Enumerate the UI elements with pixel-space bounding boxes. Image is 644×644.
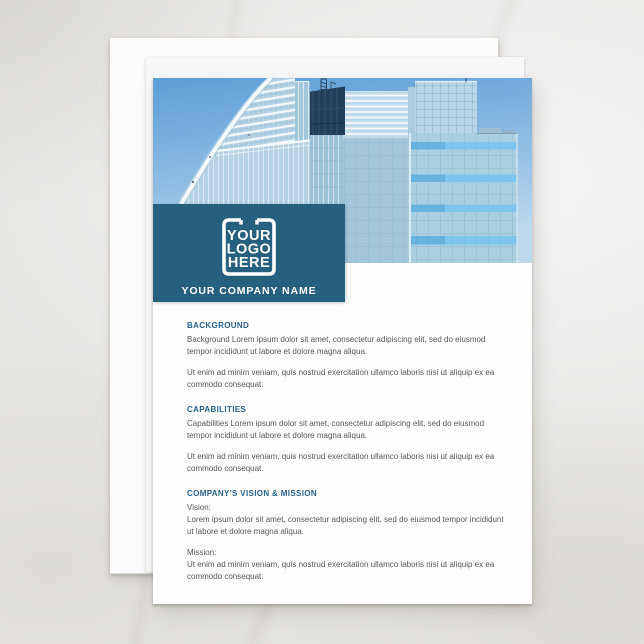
paragraph: Background Lorem ipsum dolor sit amet, consectetur adipiscing elit, sed do eiusmod tempor incididunt ut labore et dolore magna aliqua. [187, 335, 486, 356]
mission-paragraph [187, 547, 505, 583]
paragraph: Ut enim ad minim veniam, quis nostrud exercitation ullamco laboris nisi ut aliquip ex ea commodo consequat. [187, 368, 495, 389]
section-heading: BACKGROUND [187, 321, 250, 330]
section-heading: CAPABILITIES [187, 405, 247, 414]
paragraph: Capabilities Lorem ipsum dolor sit amet, consectetur adipiscing elit, sed do eiusmod tempor incididunt ut labore et dolore magna aliqua. [187, 419, 485, 440]
logo-line-2: LOGO [226, 241, 272, 258]
mission-text: Ut enim ad minim veniam, quis nostrud exercitation ullamco laboris nisi ut aliquip ex ea commodo consequat. [187, 560, 495, 581]
logo-line-1: YOUR [227, 228, 271, 244]
vision-text: Lorem ipsum dolor sit amet, consectetur adipiscing elit, sed do eiusmod tempor incididunt ut labore et dolore magna aliqua. [187, 515, 504, 536]
section-vision-mission [187, 489, 505, 583]
vision-paragraph [187, 502, 505, 538]
section-heading: COMPANY'S VISION & MISSION [187, 489, 317, 498]
paragraph: Ut enim ad minim veniam, quis nostrud exercitation ullamco laboris nisi ut aliquip ex ea commodo consequat. [187, 452, 495, 473]
logo-line-3: HERE [227, 255, 271, 271]
flyer-body [187, 321, 505, 597]
vision-label: Vision: [187, 503, 211, 512]
mission-label: Mission: [187, 548, 217, 557]
section-capabilities [187, 405, 505, 475]
section-background [187, 321, 505, 391]
flyer-card [153, 78, 532, 604]
your-logo-here-icon [221, 217, 277, 278]
logo-panel [153, 204, 345, 302]
company-name: YOUR COMPANY NAME [181, 285, 317, 297]
